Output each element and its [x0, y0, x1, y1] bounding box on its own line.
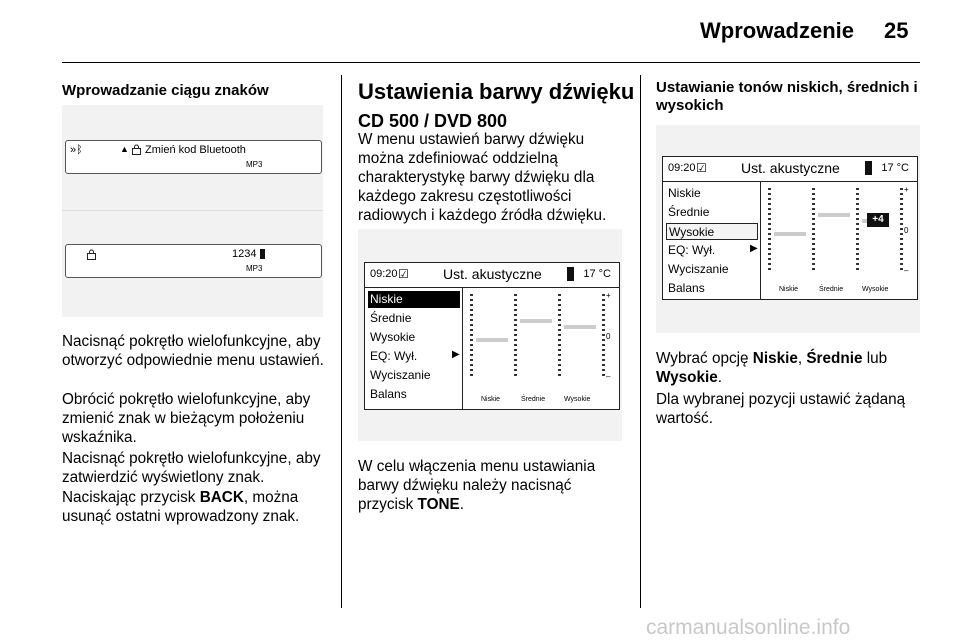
checkbox-icon: ☑ [696, 161, 707, 175]
plus-mark: + [606, 291, 611, 300]
thermometer-icon [865, 161, 872, 175]
caret-up-icon: ▲ [120, 144, 129, 154]
eq-label-bass: Niskie [481, 396, 501, 403]
menu-item-fader[interactable]: Wyciszanie [668, 262, 729, 276]
bass-level-bar [476, 338, 508, 342]
menu-item-balance[interactable]: Balans [370, 387, 407, 401]
source-label: MP3 [246, 160, 263, 169]
zero-mark: 0 [606, 332, 611, 341]
entered-code: 1234 [232, 248, 257, 260]
lock-icon [86, 249, 97, 260]
paragraph: Dla wybranej pozycji ustawić żądaną wartość. [656, 391, 906, 427]
lock-icon [131, 144, 142, 155]
tone-menu [365, 288, 463, 409]
arrow-right-icon: ▶ [452, 349, 460, 360]
character-input-illustration [62, 105, 323, 317]
checkbox-icon: ☑ [398, 267, 409, 281]
paragraph: W celu włączenia menu ustawiania barwy dźwięku należy nacisnąć przycisk TONE. [358, 458, 596, 513]
eq-scale [768, 188, 771, 270]
column-divider-2 [640, 75, 641, 608]
clock: 09:20 [370, 268, 398, 280]
code-entry-strip [65, 244, 322, 278]
minus-mark: – [904, 266, 909, 275]
page-number: 25 [884, 18, 909, 43]
tone-settings-screen [364, 262, 620, 410]
mid-level-bar [520, 319, 552, 323]
text-cursor [260, 249, 265, 259]
bass-level-bar [774, 232, 806, 236]
eq-graph [761, 182, 917, 299]
bluetooth-icon: »ᛒ [70, 144, 83, 156]
tone-menu [663, 182, 761, 299]
eq-scale [470, 294, 473, 376]
bass-mid-treble-heading: Ustawianie tonów niskich, średnich i wysokich [656, 79, 918, 114]
menu-item-mid[interactable]: Średnie [370, 311, 412, 325]
paragraph: W menu ustawień barwy dźwięku można zdefiniować oddzielną charakterystykę barwy dźwięku dla każdego zakresu częstotliwości radiowych i każdego źródła dźwięku. [358, 131, 607, 224]
eq-label-treble: Wysokie [862, 286, 889, 293]
header-rule [62, 62, 920, 63]
model-subtitle: CD 500 / DVD 800 [358, 111, 508, 131]
option-treble: Wysokie [656, 369, 718, 386]
screen-status-bar [663, 157, 917, 182]
eq-graph [463, 288, 619, 409]
eq-scale [900, 188, 903, 270]
temperature: 17 °C [881, 162, 909, 174]
mid-level-bar [818, 213, 850, 217]
screen-status-bar [365, 263, 619, 288]
paragraph: Obrócić pokrętło wielofunkcyjne, aby zmienić znak w bieżącym położeniu wskaźnika. [62, 391, 311, 446]
eq-scale [856, 188, 859, 270]
watermark: carmanualsonline.info [646, 616, 851, 639]
bluetooth-code-text: Zmień kod Bluetooth [145, 144, 246, 156]
paragraph: Naciskając przycisk BACK, można usunąć ostatni wprowadzony znak. [62, 489, 300, 525]
plus-mark: + [904, 185, 909, 194]
option-bass: Niskie [752, 350, 798, 367]
menu-item-balance[interactable]: Balans [668, 281, 705, 295]
eq-scale [558, 294, 561, 376]
zero-mark: 0 [904, 226, 909, 235]
tone-key: TONE [417, 496, 460, 513]
treble-level-bar [564, 325, 596, 329]
clock: 09:20 [668, 162, 696, 174]
eq-scale [812, 188, 815, 270]
bluetooth-code-strip [65, 140, 322, 174]
menu-item-bass[interactable]: Niskie [368, 291, 460, 308]
illustration-separator [62, 210, 323, 211]
menu-item-fader[interactable]: Wyciszanie [370, 368, 431, 382]
paragraph: Nacisnąć pokrętło wielofunkcyjne, aby otworzyć odpowiednie menu ustawień. [62, 333, 324, 369]
thermometer-icon [567, 267, 574, 281]
back-key: BACK [199, 489, 244, 506]
paragraph: Nacisnąć pokrętło wielofunkcyjne, aby zatwierdzić wyświetlony znak. [62, 450, 321, 486]
eq-label-treble: Wysokie [564, 396, 591, 403]
tone-settings-screen [662, 156, 918, 300]
arrow-right-icon: ▶ [750, 243, 758, 254]
column-divider-1 [341, 75, 342, 608]
menu-item-eq[interactable]: EQ: Wył. [370, 349, 418, 363]
menu-item-treble[interactable]: Wysokie [666, 223, 758, 240]
header-title: Wprowadzenie [700, 18, 855, 43]
menu-item-bass[interactable]: Niskie [668, 186, 701, 200]
option-mid: Średnie [806, 350, 863, 367]
section-title: Ustawienia barwy dźwięku [358, 79, 635, 104]
menu-item-treble[interactable]: Wysokie [370, 330, 416, 344]
screen-title: Ust. akustyczne [443, 266, 542, 282]
paragraph: Wybrać opcję Niskie, Średnie lub Wysokie. [656, 350, 888, 386]
character-input-heading: Wprowadzanie ciągu znaków [62, 82, 269, 99]
menu-item-mid[interactable]: Średnie [668, 205, 710, 219]
treble-value-badge: +4 [867, 213, 889, 227]
eq-label-mid: Średnie [819, 286, 844, 293]
minus-mark: – [606, 372, 611, 381]
eq-label-mid: Średnie [521, 396, 546, 403]
menu-item-eq[interactable]: EQ: Wył. [668, 243, 716, 257]
screen-title: Ust. akustyczne [741, 160, 840, 176]
eq-scale [514, 294, 517, 376]
source-label: MP3 [246, 264, 263, 273]
eq-label-bass: Niskie [779, 286, 799, 293]
eq-scale [602, 294, 605, 376]
temperature: 17 °C [583, 268, 611, 280]
